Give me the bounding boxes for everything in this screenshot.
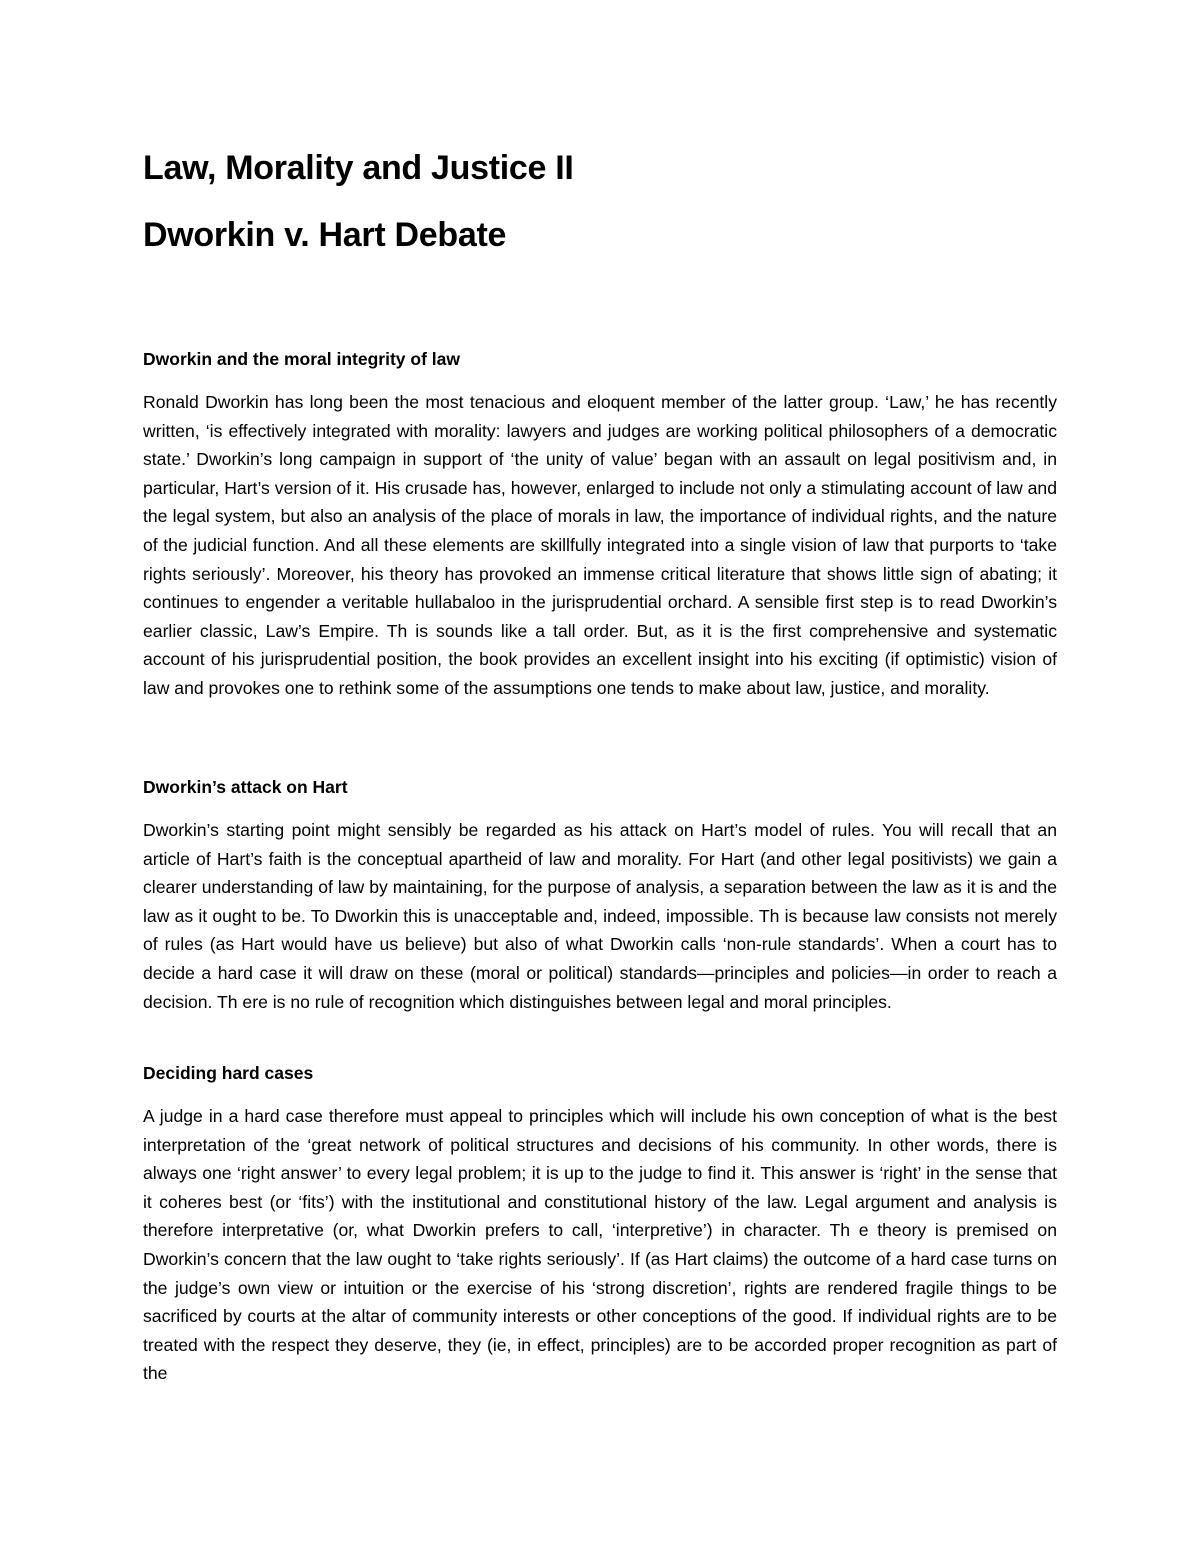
section-heading-attack-on-hart: Dworkin’s attack on Hart — [143, 777, 348, 797]
section-paragraph-attack-on-hart: Dworkin’s starting point might sensibly be regarded as his attack on Hart’s model of rules. You will recall that an article of Hart’s faith is the conceptual apartheid of law and morality. For Hart (and other legal positivists) we gain a clearer understanding of law by maintaining, for the purpose of analysis, a separation between the law as it is and the law as it ought to be. To Dworkin this is unacceptable and, indeed, impossible. Th is because law consists not merely of rules (as Hart would have us believe) but also of what Dworkin calls ‘non-rule standards’. When a court has to decide a hard case it will draw on these (moral or political) standards—principles and policies—in order to reach a decision. Th ere is no rule of recognition which distinguishes between legal and moral principles. — [143, 820, 1057, 1012]
document-subtitle: Dworkin v. Hart Debate — [143, 216, 507, 254]
document-title: Law, Morality and Justice II — [143, 149, 574, 187]
section-heading-moral-integrity: Dworkin and the moral integrity of law — [143, 349, 460, 369]
section-heading-hard-cases: Deciding hard cases — [143, 1063, 314, 1083]
section-paragraph-moral-integrity: Ronald Dworkin has long been the most tenacious and eloquent member of the latter group. ‘Law,’ he has recently written, ‘is effectively integrated with morality: lawyers and judges are working political philosophers of a democratic state.’ Dworkin’s long campaign in support of ‘the unity of value’ began with an assault on legal positivism and, in particular, Hart’s version of it. His crusade has, however, enlarged to include not only a stimulating account of law and the legal system, but also an analysis of the place of morals in law, the importance of individual rights, and the nature of the judicial function. And all these elements are skillfully integrated into a single vision of law that purports to ‘take rights seriously’. Moreover, his theory has provoked an immense critical literature that shows little sign of abating; it continues to engender a veritable hullabaloo in the jurisprudential orchard. A sensible first step is to read Dworkin’s earlier classic, Law’s Empire. Th is sounds like a tall order. But, as it is the first comprehensive and systematic account of his jurisprudential position, the book provides an excellent insight into his exciting (if optimistic) vision of law and provokes one to rethink some of the assumptions one tends to make about law, justice, and morality. — [143, 392, 1057, 698]
section-paragraph-hard-cases: A judge in a hard case therefore must appeal to principles which will include his own conception of what is the best interpretation of the ‘great network of political structures and decisions of his community. In other words, there is always one ‘right answer’ to every legal problem; it is up to the judge to find it. This answer is ‘right’ in the sense that it coheres best (or ‘fits’) with the institutional and constitutional history of the law. Legal argument and analysis is therefore interpretative (or, what Dworkin prefers to call, ‘interpretive’) in character. Th e theory is premised on Dworkin’s concern that the law ought to ‘take rights seriously’. If (as Hart claims) the outcome of a hard case turns on the judge’s own view or intuition or the exercise of his ‘strong discretion’, rights are rendered fragile things to be sacrificed by courts at the altar of community interests or other conceptions of the good. If individual rights are to be treated with the respect they deserve, they (ie, in effect, principles) are to be accorded proper recognition as part of the — [143, 1106, 1057, 1384]
